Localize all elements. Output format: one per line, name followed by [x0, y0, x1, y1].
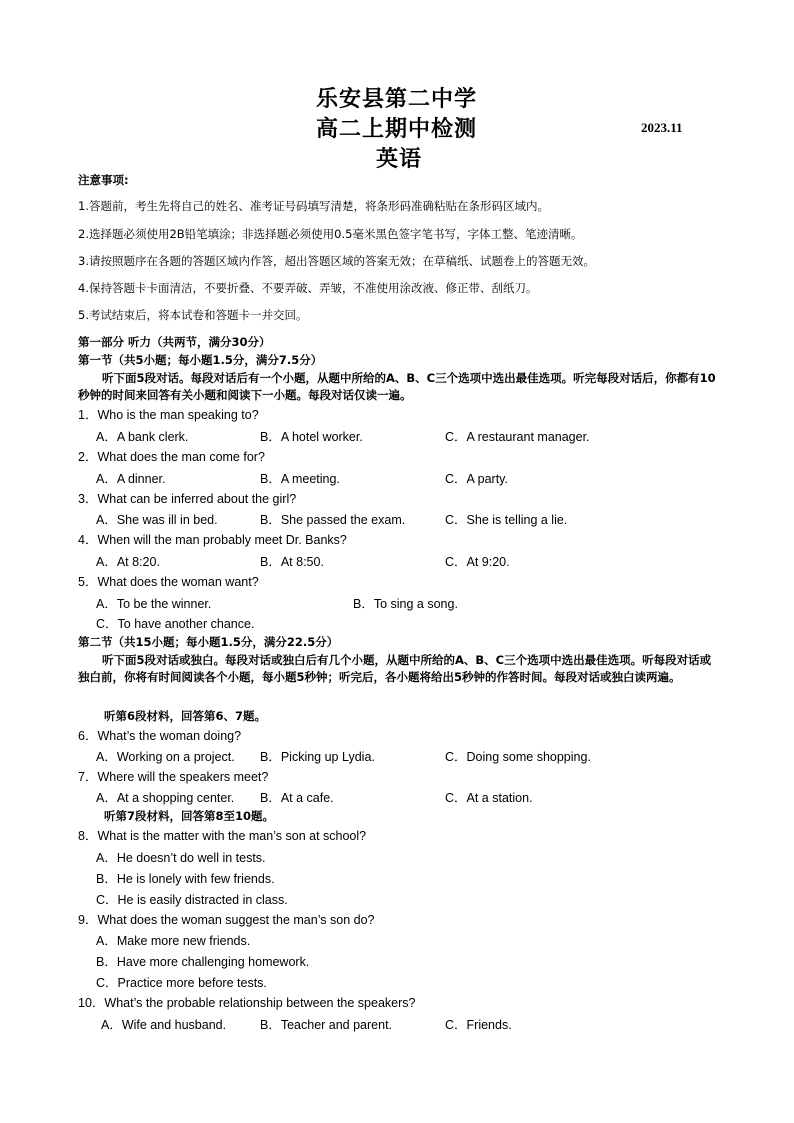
note-item: 4.保持答题卡卡面清洁，不要折叠、不要弄破、弄皱，不准使用涂改液、修正带、刮纸刀。: [78, 281, 538, 295]
question-2: 2．What does the man come for?: [78, 450, 265, 464]
q3-option-c: C．She is telling a lie.: [445, 513, 568, 527]
question-10: 10．What’s the probable relationship between the speakers?: [78, 996, 416, 1010]
material-6-instruction: 听第6段材料，回答第6、7题。: [104, 709, 267, 723]
school-name: 乐安县第二中学: [316, 86, 478, 112]
subject-title: 英语: [376, 146, 423, 172]
notes-heading: 注意事项:: [78, 173, 129, 187]
q9-option-a: A．Make more new friends.: [96, 934, 251, 948]
q5-option-b: B．To sing a song.: [353, 597, 458, 611]
q8-option-a: A．He doesn’t do well in tests.: [96, 851, 266, 865]
q8-option-b: B．He is lonely with few friends.: [96, 872, 275, 886]
q1-option-a: A．A bank clerk.: [96, 430, 189, 444]
question-8: 8．What is the matter with the man’s son at school?: [78, 829, 367, 843]
q3-option-a: A．She was ill in bed.: [96, 513, 218, 527]
section2-heading: 第二节（共15小题；每小题1.5分，满分22.5分）: [78, 635, 339, 649]
q6-option-c: C．Doing some shopping.: [445, 750, 591, 764]
q2-option-a: A．A dinner.: [96, 472, 166, 486]
q10-option-a: A．Wife and husband.: [101, 1018, 227, 1032]
question-9: 9．What does the woman suggest the man’s son do?: [78, 913, 375, 927]
q10-option-c: C．Friends.: [445, 1018, 512, 1032]
q9-option-c: C．Practice more before tests.: [96, 976, 267, 990]
note-item: 1.答题前，考生先将自己的姓名、准考证号码填写清楚，将条形码准确粘贴在条形码区域内。: [78, 199, 549, 213]
question-5: 5．What does the woman want?: [78, 575, 259, 589]
q5-option-c: C．To have another chance.: [96, 617, 255, 631]
question-6: 6．What’s the woman doing?: [78, 729, 242, 743]
q4-option-a: A．At 8:20.: [96, 555, 160, 569]
question-1: 1．Who is the man speaking to?: [78, 408, 259, 422]
q2-option-b: B．A meeting.: [260, 472, 340, 486]
question-3: 3．What can be inferred about the girl?: [78, 492, 297, 506]
section2-instruction: 听下面5段对话或独白。每段对话或独白后有几个小题，从题中所给的A、B、C三个选项中选出最佳选项。听每段对话或独白前，你将有时间阅读各个小题，每小题5秒钟；听完后，各小题将给出5秒钟的作答时间。每段对话或独白读两遍。: [78, 653, 712, 684]
q7-option-b: B．At a cafe.: [260, 791, 334, 805]
note-item: 3.请按照题序在各题的答题区域内作答，超出答题区域的答案无效；在草稿纸、试题卷上的答题无效。: [78, 254, 595, 268]
q8-option-c: C．He is easily distracted in class.: [96, 893, 288, 907]
exam-date: 2023.11: [641, 120, 683, 135]
q2-option-c: C．A party.: [445, 472, 508, 486]
q3-option-b: B．She passed the exam.: [260, 513, 406, 527]
q6-option-a: A．Working on a project.: [96, 750, 235, 764]
q1-option-c: C．A restaurant manager.: [445, 430, 590, 444]
q7-option-c: C．At a station.: [445, 791, 533, 805]
section1-heading: 第一节（共5小题；每小题1.5分，满分7.5分）: [78, 353, 323, 367]
q4-option-c: C．At 9:20.: [445, 555, 510, 569]
q5-option-a: A．To be the winner.: [96, 597, 212, 611]
q6-option-b: B．Picking up Lydia.: [260, 750, 375, 764]
note-item: 5.考试结束后，将本试卷和答题卡一并交回。: [78, 308, 308, 322]
question-7: 7．Where will the speakers meet?: [78, 770, 269, 784]
material-7-instruction: 听第7段材料，回答第8至10题。: [104, 809, 275, 823]
q4-option-b: B．At 8:50.: [260, 555, 324, 569]
part1-heading: 第一部分 听力（共两节，满分30分）: [78, 335, 271, 349]
note-item: 2.选择题必须使用2B铅笔填涂；非选择题必须使用0.5毫米黑色签字笔书写，字体工整、笔迹清晰。: [78, 227, 583, 241]
question-4: 4．When will the man probably meet Dr. Banks?: [78, 533, 347, 547]
exam-title: 高二上期中检测: [316, 116, 478, 142]
section1-instruction: 听下面5段对话。每段对话后有一个小题，从题中所给的A、B、C三个选项中选出最佳选项。听完每段对话后，你都有10秒钟的时间来回答有关小题和阅读下一小题。每段对话仅读一遍。: [78, 371, 716, 402]
q10-option-b: B．Teacher and parent.: [260, 1018, 393, 1032]
q1-option-b: B．A hotel worker.: [260, 430, 363, 444]
q9-option-b: B．Have more challenging homework.: [96, 955, 310, 969]
q7-option-a: A．At a shopping center.: [96, 791, 235, 805]
